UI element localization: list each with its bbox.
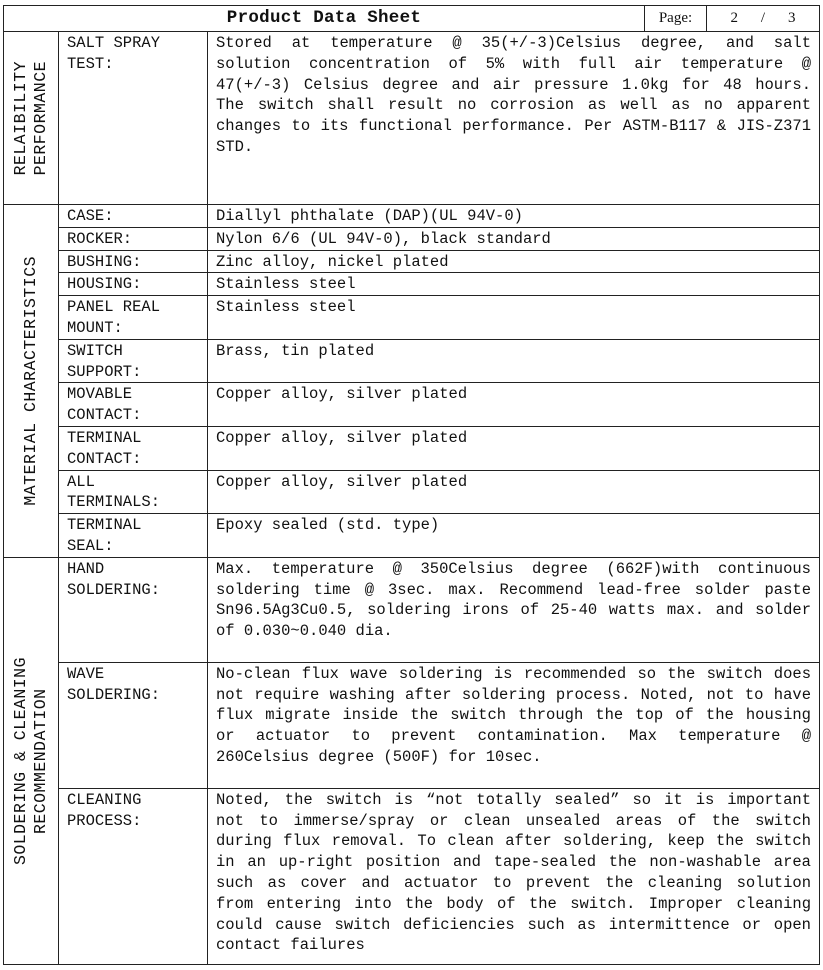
row-value: Stored at temperature @ 35(+/-3)Celsius degree, and salt solution concentration of 5% with full air temperature @ 47(+/-3) Celsius degree and air pressure 1.0kg for 48 hours. The switch shall result no corrosion as well as no apparent changes to its functional performance. Per ASTM-B117 & JIS-Z371 STD. — [208, 32, 820, 205]
row-value: Copper alloy, silver plated — [208, 470, 820, 514]
table-row — [4, 273, 820, 296]
row-label: TERMINAL CONTACT: — [59, 426, 208, 470]
table-row — [4, 205, 820, 228]
row-value: Zinc alloy, nickel plated — [208, 250, 820, 273]
row-label: SALT SPRAY TEST: — [59, 32, 208, 205]
row-label: CASE: — [59, 205, 208, 228]
row-label: CLEANING PROCESS: — [59, 788, 208, 964]
row-label: SWITCH SUPPORT: — [59, 339, 208, 383]
table-row — [4, 470, 820, 514]
row-value: Nylon 6/6 (UL 94V-0), black standard — [208, 227, 820, 250]
section-label-line: RELAIBILITY — [11, 60, 30, 176]
table-row — [4, 383, 820, 427]
section-label-line: PERFORMANCE — [31, 60, 50, 176]
table-row — [4, 426, 820, 470]
row-value: Noted, the switch is “not totally sealed” so it is important not to immerse/spray or clean unsealed areas of the switch during flux removal. To clean after soldering, keep the switch in an up-right position and tape-sealed the non-washable area such as cover and actuator to prevent the cleaning solution from entering into the body of the switch. Improper cleaning could cause switch deficiencies such as intermittence or open contact failures — [208, 788, 820, 964]
row-label: MOVABLE CONTACT: — [59, 383, 208, 427]
row-label: PANEL REAL MOUNT: — [59, 296, 208, 340]
section-label-line: RECOMMENDATION — [31, 688, 50, 834]
row-label: HOUSING: — [59, 273, 208, 296]
section-label-reliability — [4, 32, 59, 205]
table-row — [4, 250, 820, 273]
page-indicator — [707, 6, 820, 32]
row-value: No-clean flux wave soldering is recommended so the switch does not require washing after soldering process. Noted, not to have flux migrate inside the switch through the top of the housing or actuator to prevent contamination. Max temperature @ 260Celsius degree (500F) for 10sec. — [208, 662, 820, 788]
table-row — [4, 788, 820, 964]
row-label: ROCKER: — [59, 227, 208, 250]
table-row — [4, 32, 820, 205]
row-label: HAND SOLDERING: — [59, 557, 208, 662]
table-row — [4, 514, 820, 558]
product-data-sheet-table — [3, 5, 820, 965]
row-value: Stainless steel — [208, 273, 820, 296]
table-row — [4, 339, 820, 383]
row-value: Brass, tin plated — [208, 339, 820, 383]
table-row — [4, 557, 820, 662]
page-label: Page: — [645, 6, 707, 32]
row-label: ALL TERMINALS: — [59, 470, 208, 514]
table-row — [4, 296, 820, 340]
section-label-line: SOLDERING & CLEANING — [11, 656, 30, 865]
row-value: Diallyl phthalate (DAP)(UL 94V-0) — [208, 205, 820, 228]
page-separator: / — [760, 10, 766, 27]
row-value: Max. temperature @ 350Celsius degree (662F)with continuous soldering time @ 3sec. max. Recommend lead-free solder paste Sn96.5Ag3Cu0.5, soldering irons of 25-40 watts max. and solder of 0.030~0.040 dia. — [208, 557, 820, 662]
row-label: TERMINAL SEAL: — [59, 514, 208, 558]
section-label-soldering — [4, 557, 59, 964]
document-title: Product Data Sheet — [4, 6, 645, 32]
page-total: 3 — [788, 10, 796, 27]
row-value: Copper alloy, silver plated — [208, 426, 820, 470]
row-value: Epoxy sealed (std. type) — [208, 514, 820, 558]
table-row — [4, 662, 820, 788]
row-label: BUSHING: — [59, 250, 208, 273]
row-label: WAVE SOLDERING: — [59, 662, 208, 788]
section-label-line: MATERIAL CHARACTERISTICS — [21, 256, 40, 506]
row-value: Copper alloy, silver plated — [208, 383, 820, 427]
header-row — [4, 6, 820, 32]
row-value: Stainless steel — [208, 296, 820, 340]
page-current: 2 — [730, 10, 738, 27]
section-label-material — [4, 205, 59, 558]
table-row — [4, 227, 820, 250]
